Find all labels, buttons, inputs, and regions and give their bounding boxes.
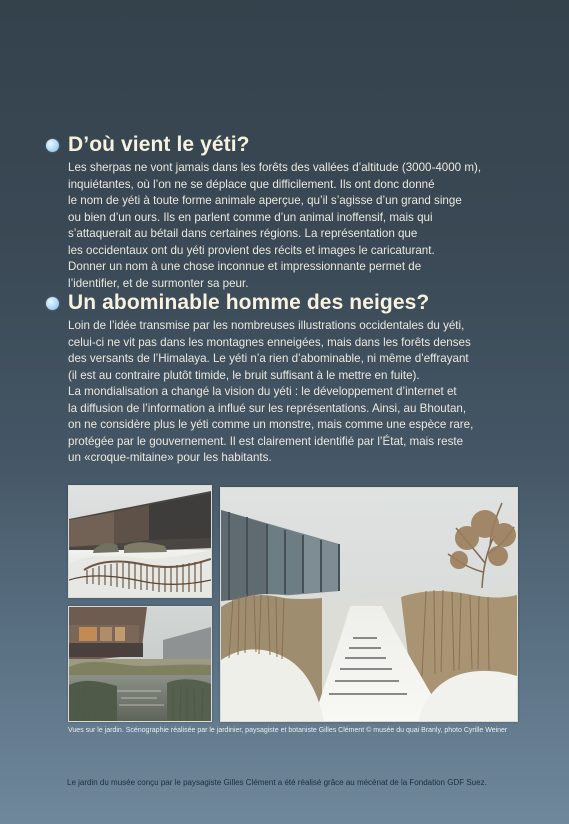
- paragraph-line: (il est au contraire plutôt timide, le bruit suffisant à le mettre en fuite).: [68, 368, 420, 382]
- paragraph-line: Les sherpas ne vont jamais dans les forêts des vallées d’altitude (3000-4000 m),: [68, 161, 482, 174]
- paragraph-line: Donner un nom à une chose inconnue et impressionnante permet de: [68, 260, 422, 273]
- section-origin-yeti: [46, 132, 551, 292]
- paragraph-line: la diffusion de l’information a influé sur les représentations. Ainsi, au Bhoutan,: [68, 401, 467, 415]
- round-bullet-icon: [46, 297, 59, 310]
- photo-caption: Vues sur le jardin. Scénographie réalisée par le jardinier, paysagiste et botaniste Gilles Clément © musée du quai Branly, photo Cyrille Weiner: [68, 727, 508, 734]
- round-bullet-icon: [46, 139, 59, 152]
- paragraph-line: ou bien d’un ours. Ils en parlent comme d’un animal inoffensif, mais qui: [68, 210, 433, 224]
- paragraph-line: l’identifier, et de surmonter sa peur.: [68, 276, 249, 290]
- section-heading-row: [46, 290, 551, 318]
- section-paragraph: [46, 318, 538, 467]
- section-paragraph: [46, 160, 538, 292]
- paragraph-line: La mondialisation a changé la vision du yéti : le développement d’internet et: [68, 385, 457, 398]
- section-heading-row: [46, 132, 551, 160]
- paragraph-line: les occidentaux ont du yéti provient des récits et images le caricaturant.: [68, 243, 435, 257]
- paragraph-line: inquiétantes, où l’on ne se déplace que difficilement. Ils ont donc donné: [68, 177, 435, 191]
- garden-photo-pond-building: [68, 606, 212, 722]
- paragraph-line: un «croque-mitaine» pour les habitants.: [68, 451, 272, 464]
- paragraph-line: s’attaquerait au bétail dans certaines régions. La représentation que: [68, 227, 418, 240]
- paragraph-line: protégée par le gouvernement. Il est clairement identifié par l’État, mais reste: [68, 434, 464, 448]
- section-heading: Un abominable homme des neiges?: [68, 291, 430, 314]
- garden-photo-building-fence: [68, 485, 212, 598]
- paragraph-line: Loin de l’idée transmise par les nombreuses illustrations occidentales du yéti,: [68, 319, 465, 332]
- section-abominable-snowman: [46, 290, 551, 467]
- paragraph-line: le nom de yéti à toute forme animale aperçue, qu’il s’agisse d’un grand singe: [68, 194, 462, 207]
- section-heading: D’où vient le yéti?: [68, 133, 250, 156]
- paragraph-line: des versants de l’Himalaya. Le yéti n’a rien d’abominable, ni même d’effrayant: [68, 352, 469, 365]
- paragraph-line: on ne considère plus le yéti comme un monstre, mais comme une espèce rare,: [68, 418, 474, 431]
- paragraph-line: celui-ci ne vit pas dans les montagnes enneigées, mais dans les forêts denses: [68, 335, 471, 349]
- garden-photo-snowy-path: [220, 487, 518, 722]
- footer-note: Le jardin du musée conçu par le paysagiste Gilles Clément a été réalisé grâce au mécénat de la Fondation GDF Suez.: [67, 778, 487, 787]
